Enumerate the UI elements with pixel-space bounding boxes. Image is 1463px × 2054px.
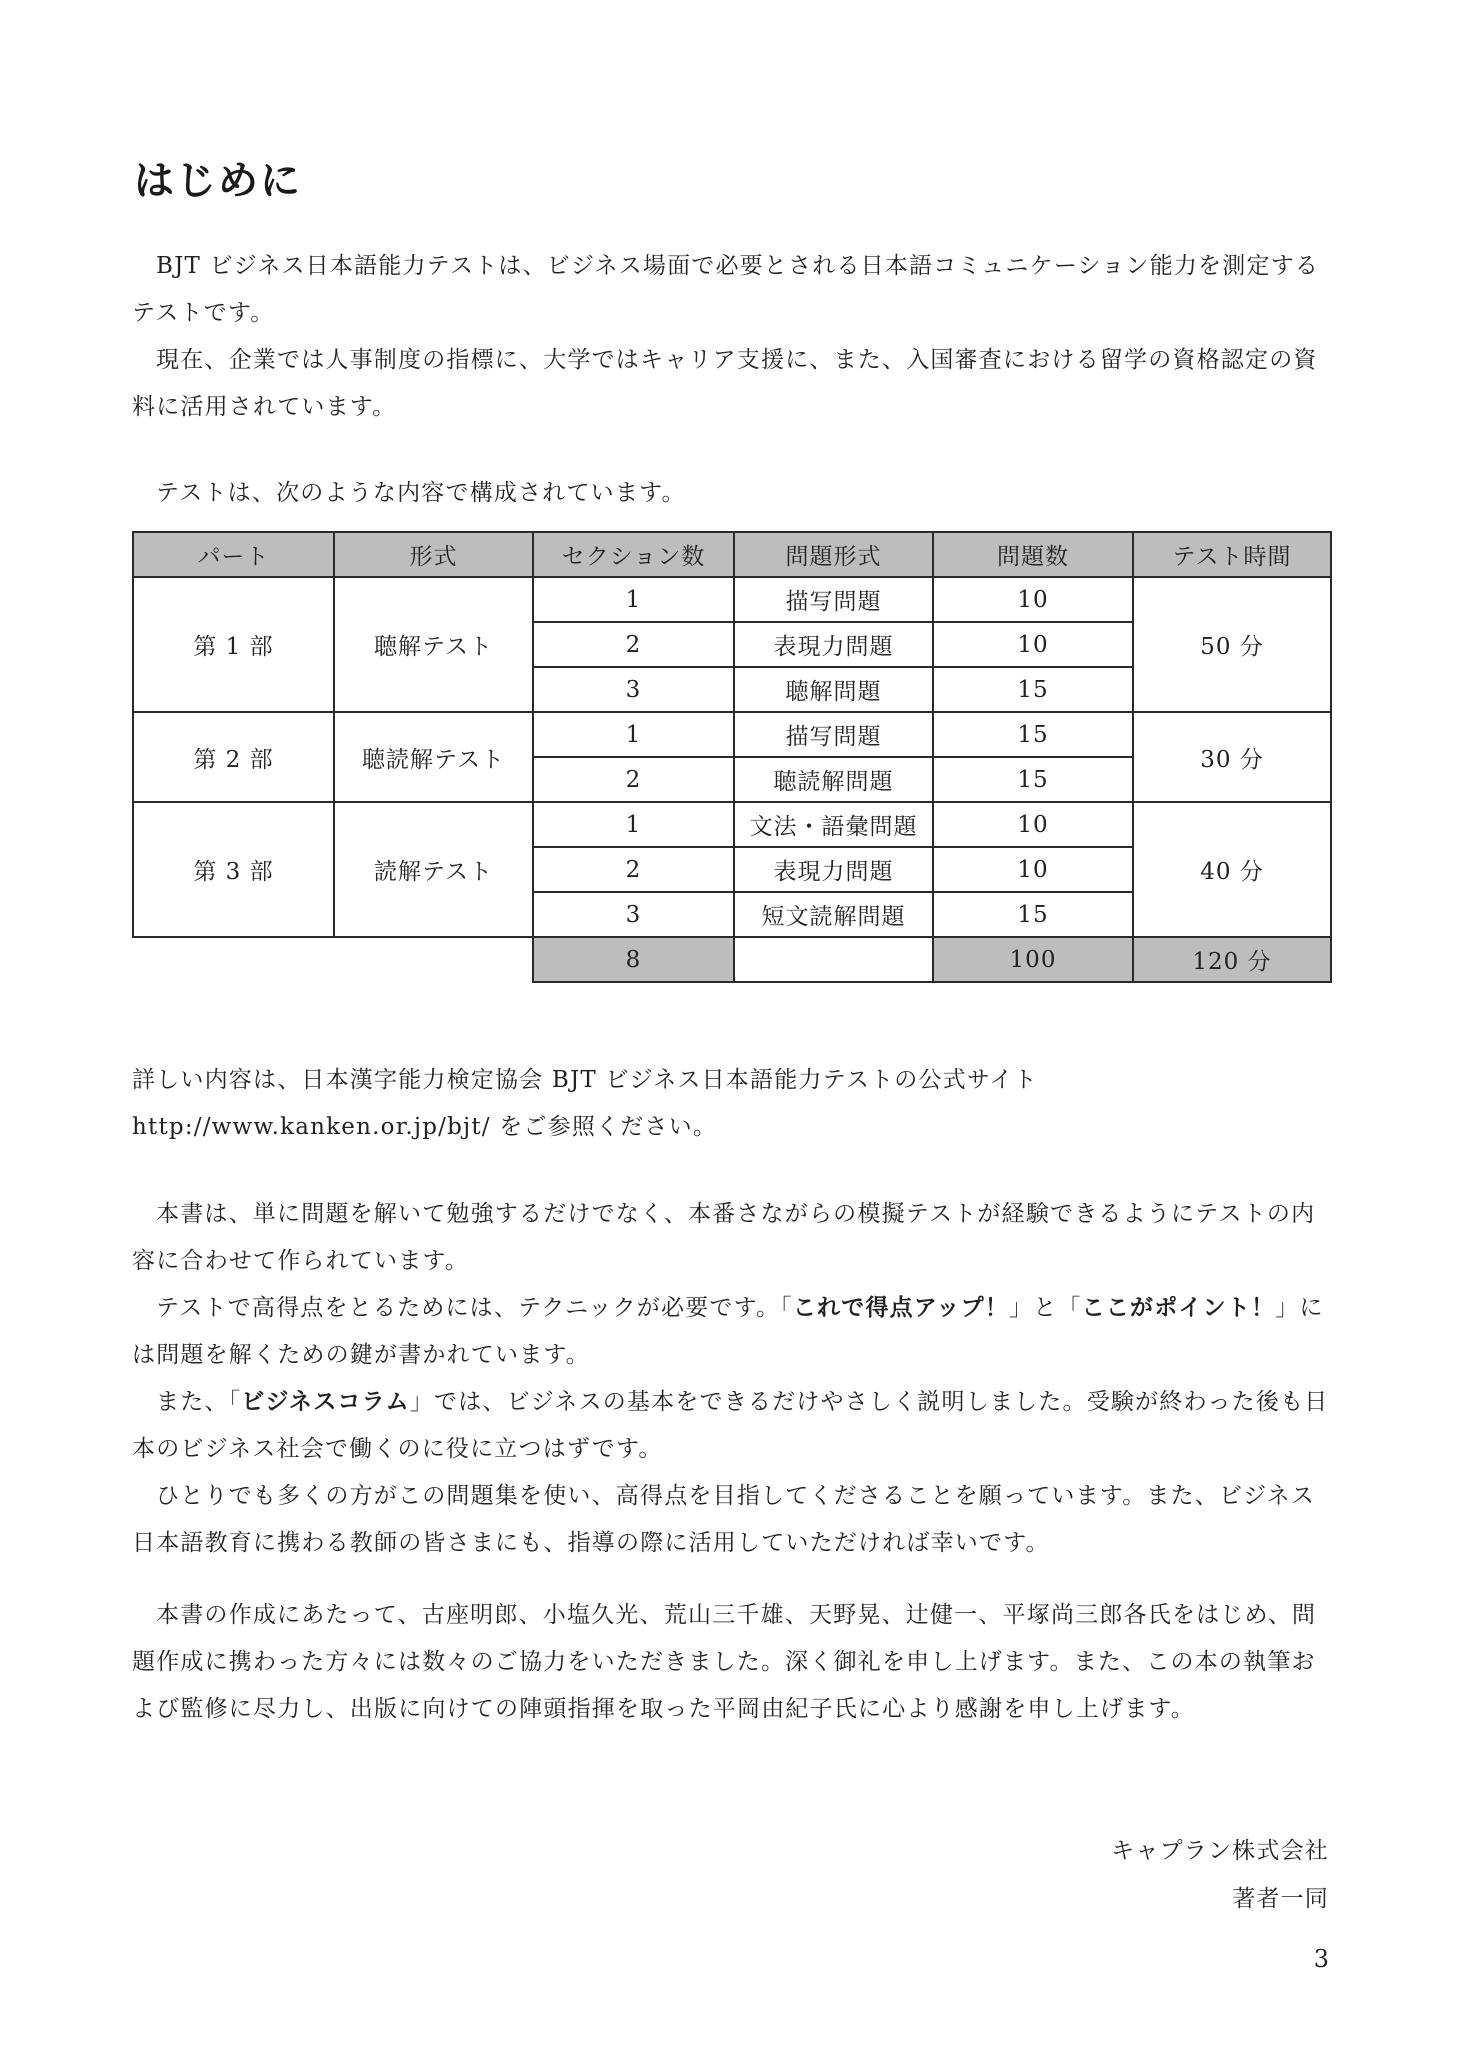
question-count-cell: 15 bbox=[933, 757, 1133, 802]
time-cell: 50 分 bbox=[1133, 577, 1331, 712]
blank-cell bbox=[334, 937, 533, 982]
body-paragraph-2 bbox=[132, 1285, 1332, 1379]
acknowledgements-paragraph: 本書の作成にあたって、古座明郎、小塩久光、荒山三千雄、天野晃、辻健一、平塚尚三郎各氏をはじめ、問題作成に携わった方々には数々のご協力をいただきました。深く御礼を申し上げます。また、この本の執筆および監修に尽力し、出版に向けての陣頭指揮を取った平岡由紀子氏に心より感謝を申し上げます。 bbox=[132, 1602, 1317, 1722]
body-paragraph-3 bbox=[132, 1379, 1332, 1473]
term-business-column: ビジネスコラム bbox=[241, 1389, 410, 1415]
table-intro bbox=[132, 470, 1332, 517]
part-cell: 第 3 部 bbox=[133, 802, 334, 937]
blank-total-cell bbox=[734, 937, 933, 982]
signature-authors: 著者一同 bbox=[1232, 1886, 1329, 1912]
header-test-time: テスト時間 bbox=[1133, 532, 1331, 577]
section-cell: 2 bbox=[533, 757, 734, 802]
header-question-count: 問題数 bbox=[933, 532, 1133, 577]
body-paragraph-4: ひとりでも多くの方がこの問題集を使い、高得点を目指してくださることを願っています。また、ビジネス日本語教育に携わる教師の皆さまにも、指導の際に活用していただければ幸いです。 bbox=[132, 1483, 1316, 1556]
section-cell: 3 bbox=[533, 667, 734, 712]
body-text: 」と「 bbox=[1009, 1295, 1082, 1321]
body-paragraph-1: 本書は、単に問題を解いて勉強するだけでなく、本番さながらの模擬テストが経験できるようにテストの内容に合わせて作られています。 bbox=[132, 1201, 1316, 1274]
header-part: パート bbox=[133, 532, 334, 577]
intro-section bbox=[132, 243, 1332, 431]
question-type-cell: 文法・語彙問題 bbox=[734, 802, 933, 847]
time-cell: 30 分 bbox=[1133, 712, 1331, 802]
part-cell: 第 1 部 bbox=[133, 577, 334, 712]
table-intro-text: テストは、次のような内容で構成されています。 bbox=[156, 480, 686, 506]
question-type-cell: 描写問題 bbox=[734, 577, 933, 622]
question-type-cell: 短文読解問題 bbox=[734, 892, 933, 937]
details-suffix: をご参照ください。 bbox=[490, 1114, 718, 1140]
total-count-cell: 100 bbox=[933, 937, 1133, 982]
question-count-cell: 15 bbox=[933, 667, 1133, 712]
term-score-up: これで得点アップ！ bbox=[792, 1295, 1010, 1321]
intro-paragraph-2: 現在、企業では人事制度の指標に、大学ではキャリア支援に、また、入国審査における留学の資格認定の資料に活用されています。 bbox=[132, 347, 1318, 420]
format-cell: 聴解テスト bbox=[334, 577, 533, 712]
acknowledgements-section bbox=[132, 1592, 1332, 1733]
section-cell: 1 bbox=[533, 802, 734, 847]
header-question-type: 問題形式 bbox=[734, 532, 933, 577]
question-count-cell: 10 bbox=[933, 802, 1133, 847]
blank-cell bbox=[133, 937, 334, 982]
term-point: ここがポイント！ bbox=[1081, 1295, 1276, 1321]
official-site-link[interactable]: http://www.kanken.or.jp/bjt/ bbox=[132, 1114, 491, 1140]
question-count-cell: 15 bbox=[933, 712, 1133, 757]
page-number: 3 bbox=[1313, 1945, 1329, 1973]
table-row bbox=[133, 802, 1331, 847]
section-cell: 1 bbox=[533, 577, 734, 622]
signature-company: キャプラン株式会社 bbox=[1111, 1838, 1329, 1864]
details-line-1: 詳しい内容は、日本漢字能力検定協会 BJT ビジネス日本語能力テストの公式サイト bbox=[132, 1067, 1038, 1093]
section-cell: 2 bbox=[533, 622, 734, 667]
question-type-cell: 表現力問題 bbox=[734, 622, 933, 667]
test-structure-table bbox=[132, 531, 1332, 983]
question-type-cell: 聴解問題 bbox=[734, 667, 933, 712]
body-section bbox=[132, 1191, 1332, 1567]
section-cell: 3 bbox=[533, 892, 734, 937]
time-cell: 40 分 bbox=[1133, 802, 1331, 937]
question-count-cell: 10 bbox=[933, 847, 1133, 892]
body-text: テストで高得点をとるためには、テクニックが必要です。「 bbox=[156, 1295, 793, 1321]
format-cell: 聴読解テスト bbox=[334, 712, 533, 802]
table-row bbox=[133, 577, 1331, 622]
format-cell: 読解テスト bbox=[334, 802, 533, 937]
question-count-cell: 10 bbox=[933, 577, 1133, 622]
details-line-2 bbox=[132, 1104, 1332, 1151]
total-time-cell: 120 分 bbox=[1133, 937, 1331, 982]
details-section bbox=[132, 1057, 1332, 1151]
section-cell: 2 bbox=[533, 847, 734, 892]
table-header-row bbox=[133, 532, 1331, 577]
question-type-cell: 聴読解問題 bbox=[734, 757, 933, 802]
question-count-cell: 15 bbox=[933, 892, 1133, 937]
body-text: また、「 bbox=[156, 1389, 242, 1415]
question-type-cell: 表現力問題 bbox=[734, 847, 933, 892]
question-type-cell: 描写問題 bbox=[734, 712, 933, 757]
header-sections: セクション数 bbox=[533, 532, 734, 577]
page-title: はじめに bbox=[134, 156, 302, 204]
totals-row bbox=[133, 937, 1331, 982]
table-row bbox=[133, 712, 1331, 757]
total-sections-cell: 8 bbox=[533, 937, 734, 982]
question-count-cell: 10 bbox=[933, 622, 1133, 667]
header-format: 形式 bbox=[334, 532, 533, 577]
body-text: 」には問題を解くための鍵が書かれています。 bbox=[132, 1295, 1324, 1368]
body-text: 」では、ビジネスの基本をできるだけやさしく説明しました。受験が終わった後も日本のビジネス社会で働くのに役に立つはずです。 bbox=[132, 1389, 1329, 1462]
part-cell: 第 2 部 bbox=[133, 712, 334, 802]
intro-paragraph-1: BJT ビジネス日本語能力テストは、ビジネス場面で必要とされる日本語コミュニケーション能力を測定するテストです。 bbox=[132, 253, 1320, 326]
section-cell: 1 bbox=[533, 712, 734, 757]
